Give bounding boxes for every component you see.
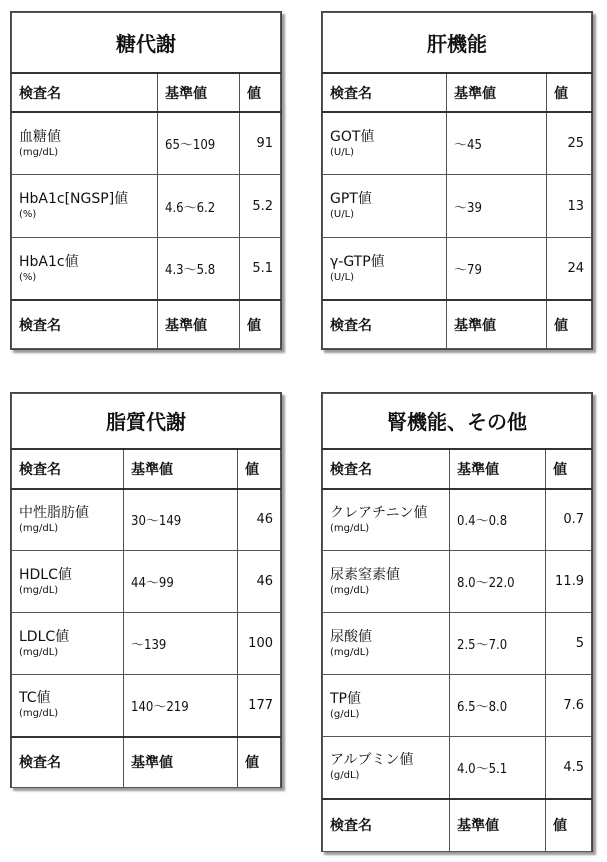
column-header-name: 検査名 <box>323 449 450 489</box>
test-name: TC値 <box>19 690 51 707</box>
test-name: GOT値 <box>330 128 375 145</box>
kidney-table <box>322 393 592 852</box>
test-value: 5 <box>546 613 592 675</box>
column-footer-name: 検査名 <box>12 300 158 348</box>
test-value: 25 <box>547 112 592 175</box>
test-unit: (mg/dL) <box>19 708 59 720</box>
table-row <box>323 112 592 175</box>
column-header-name: 検査名 <box>12 73 158 112</box>
column-footer-ref: 基準値 <box>447 300 547 348</box>
test-value: 46 <box>238 489 281 551</box>
test-unit: (g/dL) <box>330 770 360 782</box>
test-name: 尿素窒素値 <box>330 566 400 583</box>
panel-lipid-metabolism <box>10 392 282 788</box>
test-unit: (mg/dL) <box>330 646 370 658</box>
reference-range: 〜45 <box>447 112 547 175</box>
column-footer-value: 値 <box>240 300 281 348</box>
test-value: 46 <box>238 551 281 613</box>
test-value: 11.9 <box>546 551 592 613</box>
reference-range: 〜139 <box>124 613 238 675</box>
test-value: 177 <box>238 675 281 737</box>
test-value: 91 <box>240 112 281 175</box>
table-row <box>323 737 592 799</box>
table-row <box>12 489 281 551</box>
column-header-ref: 基準値 <box>124 449 238 489</box>
column-header-ref: 基準値 <box>450 449 546 489</box>
test-name-cell <box>323 489 450 551</box>
column-header-value: 値 <box>546 449 592 489</box>
panel-title: 腎機能、その他 <box>323 394 592 449</box>
test-unit: (U/L) <box>330 271 355 283</box>
reference-range: 30〜149 <box>124 489 238 551</box>
table-row <box>323 175 592 238</box>
test-name-cell <box>12 112 158 175</box>
reference-range: 140〜219 <box>124 675 238 737</box>
test-name-cell <box>12 238 158 301</box>
test-name-cell <box>323 112 447 175</box>
test-name: アルブミン値 <box>330 752 414 769</box>
reference-range: 4.0〜5.1 <box>450 737 546 799</box>
test-unit: (%) <box>19 209 37 221</box>
reference-range: 4.6〜6.2 <box>158 175 240 238</box>
test-value: 5.2 <box>240 175 281 238</box>
test-name: 中性脂肪値 <box>19 504 89 521</box>
column-header-ref: 基準値 <box>447 73 547 112</box>
test-unit: (mg/dL) <box>330 584 370 596</box>
table-row <box>12 675 281 737</box>
test-value: 24 <box>547 238 592 301</box>
test-name: 血糖値 <box>19 128 61 145</box>
test-value: 100 <box>238 613 281 675</box>
test-name-cell <box>323 737 450 799</box>
test-name: HDLC値 <box>19 566 72 583</box>
column-footer-ref: 基準値 <box>158 300 240 348</box>
test-value: 13 <box>547 175 592 238</box>
table-row <box>12 613 281 675</box>
test-name-cell <box>12 551 124 613</box>
test-name: GPT値 <box>330 191 372 208</box>
liver-table <box>322 12 592 349</box>
test-unit: (mg/dL) <box>19 584 59 596</box>
test-unit: (mg/dL) <box>19 646 59 658</box>
test-value: 0.7 <box>546 489 592 551</box>
column-footer-name: 検査名 <box>323 300 447 348</box>
glucose-table <box>11 12 281 349</box>
reference-range: 2.5〜7.0 <box>450 613 546 675</box>
column-footer-ref: 基準値 <box>450 799 546 852</box>
test-name: クレアチニン値 <box>330 504 428 521</box>
column-footer-name: 検査名 <box>12 737 124 788</box>
column-footer-value: 値 <box>238 737 281 788</box>
column-footer-ref: 基準値 <box>124 737 238 788</box>
test-name-cell <box>12 613 124 675</box>
reference-range: 6.5〜8.0 <box>450 675 546 737</box>
test-value: 7.6 <box>546 675 592 737</box>
panel-title: 脂質代謝 <box>12 394 281 449</box>
test-name: HbA1c[NGSP]値 <box>19 191 129 208</box>
test-name-cell <box>323 675 450 737</box>
test-value: 4.5 <box>546 737 592 799</box>
test-name-cell <box>12 489 124 551</box>
reference-range: 〜79 <box>447 238 547 301</box>
table-row <box>12 551 281 613</box>
panel-kidney-function <box>321 392 593 852</box>
test-unit: (U/L) <box>330 146 355 158</box>
column-footer-name: 検査名 <box>323 799 450 852</box>
test-value: 5.1 <box>240 238 281 301</box>
reference-range: 〜39 <box>447 175 547 238</box>
column-header-value: 値 <box>240 73 281 112</box>
column-footer-value: 値 <box>547 300 592 348</box>
test-name: HbA1c値 <box>19 253 79 270</box>
panel-title: 糖代謝 <box>12 13 281 74</box>
reference-range: 44〜99 <box>124 551 238 613</box>
panel-liver-function <box>321 11 593 350</box>
test-name-cell <box>12 675 124 737</box>
test-name: TP値 <box>330 690 361 707</box>
column-header-value: 値 <box>547 73 592 112</box>
table-row <box>323 238 592 301</box>
test-name: 尿酸値 <box>330 628 372 645</box>
table-row <box>323 489 592 551</box>
reference-range: 65〜109 <box>158 112 240 175</box>
panel-title: 肝機能 <box>323 13 592 74</box>
test-unit: (mg/dL) <box>19 146 59 158</box>
reference-range: 8.0〜22.0 <box>450 551 546 613</box>
test-name: γ-GTP値 <box>330 253 385 270</box>
table-row <box>12 112 281 175</box>
reference-range: 0.4〜0.8 <box>450 489 546 551</box>
table-row <box>12 175 281 238</box>
column-header-ref: 基準値 <box>158 73 240 112</box>
column-footer-value: 値 <box>546 799 592 852</box>
column-header-name: 検査名 <box>12 449 124 489</box>
test-name: LDLC値 <box>19 628 70 645</box>
table-row <box>323 551 592 613</box>
reference-range: 4.3〜5.8 <box>158 238 240 301</box>
table-row <box>323 675 592 737</box>
test-unit: (%) <box>19 271 37 283</box>
panel-glucose-metabolism <box>10 11 282 350</box>
test-name-cell <box>323 238 447 301</box>
test-name-cell <box>323 613 450 675</box>
test-unit: (U/L) <box>330 209 355 221</box>
column-header-name: 検査名 <box>323 73 447 112</box>
table-row <box>323 613 592 675</box>
test-unit: (mg/dL) <box>330 522 370 534</box>
table-row <box>12 238 281 301</box>
column-header-value: 値 <box>238 449 281 489</box>
test-name-cell <box>12 175 158 238</box>
test-unit: (mg/dL) <box>19 522 59 534</box>
test-name-cell <box>323 175 447 238</box>
test-name-cell <box>323 551 450 613</box>
lipid-table <box>11 393 281 788</box>
test-unit: (g/dL) <box>330 708 360 720</box>
